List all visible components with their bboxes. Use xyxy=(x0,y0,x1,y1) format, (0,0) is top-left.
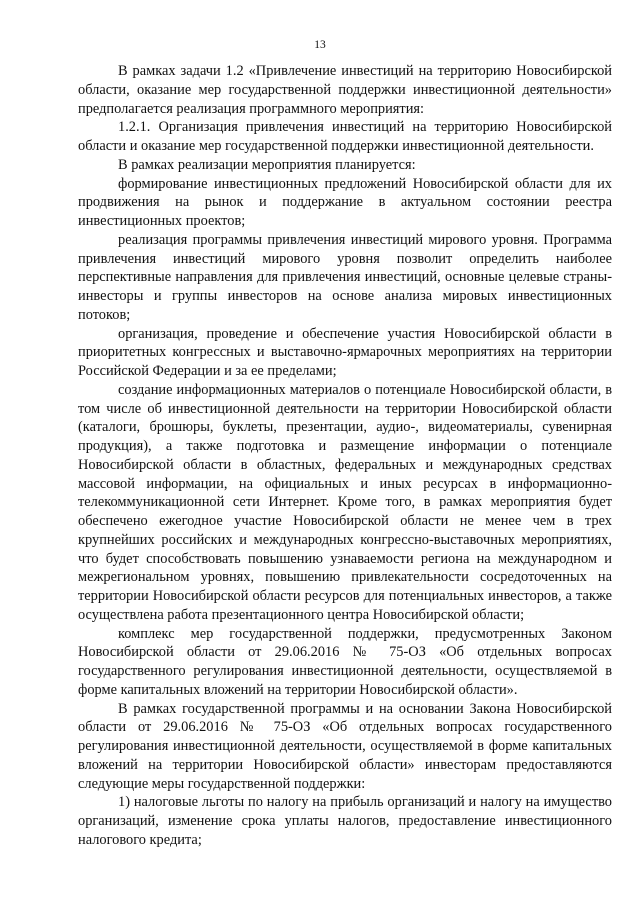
paragraph-activity-title: 1.2.1. Организация привлечения инвестиций на территорию Новосибирской области и оказание мер государственной поддержки инвестиционной деятельности. xyxy=(78,119,612,154)
paragraph-task-intro: В рамках задачи 1.2 «Привлечение инвестиций на территорию Новосибирской области, оказание мер государственной поддержки инвестиционной деятельности» предполагается реализация программного мероприятия: xyxy=(78,63,612,117)
paragraph-information-materials: создание информационных материалов о потенциале Новосибирской области, в том числе об инвестиционной деятельности на территории Новосибирской области (каталоги, брошюры, буклеты, презентации, аудио-, видеоматериалы, сувенирная продукция), а также подготовка и размещение информации о потенциале Новосибирской области в областных, федеральных и международных средствах массовой информации, на официальных и иных ресурсах в информационно-телекоммуникационной сети Интернет. Кроме того, в рамках мероприятия будет обеспечено ежегодное участие Новосибирской области не менее чем в трех крупнейших российских и международных конгрессно-выставочных мероприятиях, что будет способствовать повышению узнаваемости региона на международном и межрегиональном уровнях, повышению привлекательности сосредоточенных на территории Новосибирской области ресурсов для потенциальных инвесторов, а также осуществлена работа презентационного центра Новосибирской области; xyxy=(78,381,612,623)
page-number: 13 xyxy=(314,39,326,51)
paragraph-exhibitions: организация, проведение и обеспечение участия Новосибирской области в приоритетных конгрессных и выставочно-ярмарочных мероприятиях на территории Российской Федерации и за ее пределами; xyxy=(78,325,612,379)
paragraph-world-program: реализация программы привлечения инвестиций мирового уровня. Программа привлечения инвестиций мирового уровня позволит определить наиболее перспективные направления для привлечения инвестиций, основные целевые страны-инвесторы и группы инвесторов на основе анализа мировых инвестиционных потоков; xyxy=(78,231,612,323)
paragraph-law-basis: В рамках государственной программы и на основании Закона Новосибирской области от 29.06.2016 № 75-ОЗ «Об отдельных вопросах государственного регулирования инвестиционной деятельности, осуществляемой в форме капитальных вложений на территории Новосибирской области» инвесторам предоставляются следующие меры государственной поддержки: xyxy=(78,700,612,792)
paragraph-support-measures: комплекс мер государственной поддержки, предусмотренных Законом Новосибирской области от 29.06.2016 № 75-ОЗ «Об отдельных вопросах государственного регулирования инвестиционной деятельности, осуществляемой в форме капитальных вложений на территории Новосибирской области». xyxy=(78,625,612,698)
paragraph-tax-benefits: 1) налоговые льготы по налогу на прибыль организаций и налогу на имущество организаций, изменение срока уплаты налогов, предоставление инвестиционного налогового кредита; xyxy=(78,794,612,848)
document-body xyxy=(78,62,612,850)
paragraph-investment-proposals: формирование инвестиционных предложений Новосибирской области для их продвижения на рынок и поддержание в актуальном состоянии реестра инвестиционных проектов; xyxy=(78,175,612,229)
paragraph-planned-intro: В рамках реализации мероприятия планируется: xyxy=(118,156,416,173)
